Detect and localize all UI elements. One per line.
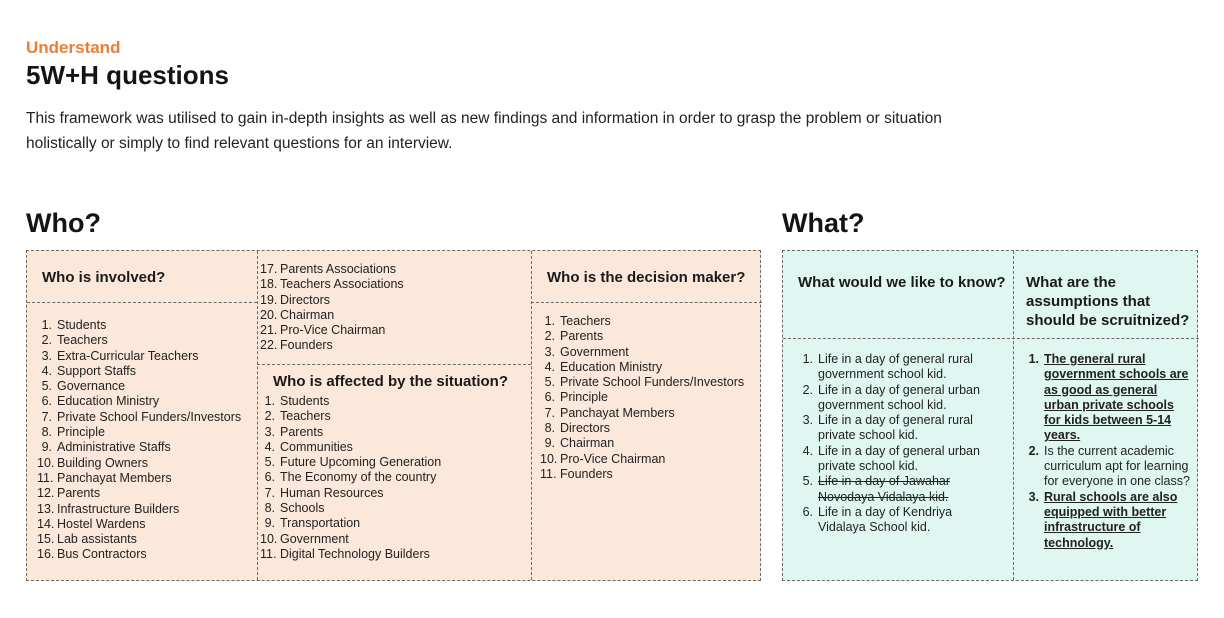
list-item <box>540 452 760 467</box>
who-decision-heading: Who is the decision maker? <box>547 269 746 286</box>
divider <box>531 302 762 303</box>
list-item-number: 2. <box>41 333 52 348</box>
list-item-text: Pro-Vice Chairman <box>560 451 666 466</box>
list-item-text: Students <box>57 318 107 332</box>
list-item-text: Parents <box>57 486 101 501</box>
list-item <box>260 486 528 501</box>
list-item-text: Parents <box>280 424 324 439</box>
list-item-text: Life in a day of general rural private school kid. <box>818 413 973 443</box>
list-item <box>798 352 1003 383</box>
section-kicker: Understand <box>26 38 121 57</box>
list-item <box>260 293 528 308</box>
list-item-text: Life in a day of Jawahar Novodaya Vidalaya kid. <box>818 474 951 504</box>
list-item <box>260 277 528 292</box>
list-item-text: Life in a day of general urban private school kid. <box>818 443 980 474</box>
list-item-text: Students <box>280 394 330 408</box>
list-item-text: Teachers <box>280 409 331 424</box>
what-panel <box>782 250 1198 581</box>
list-item-number: 8. <box>264 501 275 516</box>
list-item <box>37 318 257 333</box>
list-item-number: 1. <box>1028 352 1039 366</box>
list-item-number: 7. <box>544 405 555 420</box>
list-item-text: Directors <box>280 292 331 307</box>
list-item-text: Principle <box>560 390 608 405</box>
list-item <box>798 505 1003 536</box>
list-item <box>798 383 1003 414</box>
list-item-text: Directors <box>560 421 611 436</box>
list-item <box>540 436 760 451</box>
list-item-number: 6. <box>802 504 813 519</box>
list-item-number: 9. <box>41 440 52 455</box>
list-item-number: 2. <box>1028 443 1039 458</box>
list-item-number: 9. <box>544 436 555 451</box>
list-item-text: Teachers <box>560 314 611 328</box>
list-item <box>260 425 528 440</box>
list-item-number: 12. <box>37 486 55 501</box>
list-item-number: 1. <box>41 318 52 332</box>
list-item <box>540 421 760 436</box>
list-item-number: 4. <box>264 439 275 454</box>
who-involved-list-continued <box>260 262 528 354</box>
list-item-text: Rural schools are also equipped with better infrastructure of technology. <box>1044 489 1178 550</box>
list-item-number: 22. <box>260 338 278 353</box>
list-item-text: Building Owners <box>57 455 149 470</box>
list-item <box>798 474 1003 505</box>
list-item-text: Support Staffs <box>57 363 136 378</box>
list-item-number: 11. <box>540 466 557 481</box>
list-item-number: 13. <box>37 501 55 516</box>
list-item-text: Founders <box>280 338 333 353</box>
list-item-text: Teachers Associations <box>280 277 404 292</box>
list-item-text: Transportation <box>280 516 361 531</box>
list-item-text: Pro-Vice Chairman <box>280 323 386 338</box>
who-section-title: Who? <box>26 208 101 238</box>
list-item-text: Lab assistants <box>57 532 137 547</box>
page-title: 5W+H questions <box>26 60 229 90</box>
list-item <box>260 323 528 338</box>
list-item-text: Government <box>280 531 349 546</box>
column-divider <box>531 251 532 580</box>
list-item-number: 15. <box>37 532 55 547</box>
list-item-text: Digital Technology Builders <box>280 546 430 561</box>
list-item <box>260 394 528 409</box>
list-item <box>37 440 257 455</box>
who-affected-list <box>260 394 528 562</box>
list-item-text: Chairman <box>280 307 335 322</box>
list-item-number: 7. <box>264 485 275 500</box>
list-item <box>37 532 257 547</box>
list-item-number: 2. <box>802 382 813 397</box>
list-item <box>260 516 528 531</box>
list-item <box>540 390 760 405</box>
list-item-number: 11. <box>260 546 277 561</box>
list-item-text: Life in a day of general rural government school kid. <box>818 352 973 382</box>
list-item-number: 5. <box>264 455 275 470</box>
list-item <box>37 547 257 562</box>
divider <box>783 338 1199 339</box>
divider <box>27 302 257 303</box>
column-divider <box>1013 251 1014 580</box>
list-item <box>260 470 528 485</box>
list-item-text: The general rural government schools are as good as general urban private schools for kids between 5-14 years. <box>1044 352 1189 443</box>
list-item <box>540 314 760 329</box>
list-item-text: Extra-Curricular Teachers <box>57 348 199 363</box>
list-item <box>540 360 760 375</box>
list-item-number: 4. <box>802 443 813 458</box>
what-assumptions-list <box>1024 352 1194 551</box>
list-item <box>540 467 760 482</box>
divider <box>257 364 531 365</box>
list-item-text: Principle <box>57 425 105 440</box>
list-item <box>540 406 760 421</box>
list-item-text: Human Resources <box>280 485 384 500</box>
list-item-number: 6. <box>264 470 275 485</box>
list-item <box>37 394 257 409</box>
list-item-text: Schools <box>280 501 325 516</box>
list-item <box>260 409 528 424</box>
list-item-number: 21. <box>260 323 278 338</box>
list-item-number: 7. <box>41 409 52 424</box>
list-item-text: Education Ministry <box>560 359 663 374</box>
list-item-text: Life in a day of general urban government school kid. <box>818 382 980 412</box>
list-item <box>260 532 528 547</box>
list-item <box>260 262 528 277</box>
list-item-text: Infrastructure Builders <box>57 501 180 516</box>
list-item-number: 9. <box>264 516 275 531</box>
list-item <box>37 456 257 471</box>
list-item-number: 14. <box>37 516 55 531</box>
list-item-number: 8. <box>41 425 52 440</box>
list-item-number: 10. <box>540 451 558 466</box>
what-know-list <box>798 352 1003 536</box>
list-item <box>37 471 257 486</box>
list-item-number: 3. <box>802 413 813 428</box>
list-item <box>1024 490 1194 551</box>
intro-paragraph: This framework was utilised to gain in-depth insights as well as new findings and information in order to grasp the problem or situation holistically or simply to find relevant questions for an interview. <box>26 110 942 152</box>
list-item <box>260 308 528 323</box>
list-item <box>1024 352 1194 444</box>
list-item <box>260 501 528 516</box>
list-item <box>1024 444 1194 490</box>
list-item <box>260 455 528 470</box>
list-item-number: 6. <box>544 390 555 405</box>
list-item-number: 4. <box>544 359 555 374</box>
who-panel <box>26 250 761 581</box>
list-item-number: 19. <box>260 292 278 307</box>
list-item-number: 5. <box>802 474 813 489</box>
list-item-number: 5. <box>544 375 555 390</box>
list-item-number: 18. <box>260 277 278 292</box>
list-item-text: Teachers <box>57 333 108 348</box>
list-item <box>37 333 257 348</box>
what-section-title: What? <box>782 208 865 238</box>
list-item-number: 3. <box>264 424 275 439</box>
list-item-number: 5. <box>41 379 52 394</box>
list-item-number: 20. <box>260 307 278 322</box>
list-item-text: Life in a day of Kendriya Vidalaya School kid. <box>818 504 953 535</box>
list-item-number: 6. <box>41 394 52 409</box>
list-item <box>37 379 257 394</box>
list-item-text: Hostel Wardens <box>57 516 146 531</box>
list-item <box>260 338 528 353</box>
list-item-number: 3. <box>544 344 555 359</box>
list-item-text: Government <box>560 344 629 359</box>
list-item-text: Chairman <box>560 436 615 451</box>
list-item-text: Panchayat Members <box>57 470 172 485</box>
who-involved-list <box>37 318 257 563</box>
list-item-number: 8. <box>544 421 555 436</box>
list-item <box>37 364 257 379</box>
list-item-text: Panchayat Members <box>560 405 675 420</box>
list-item-text: Founders <box>560 466 613 481</box>
list-item-text: Parents <box>560 329 604 344</box>
list-item-number: 10. <box>37 455 55 470</box>
list-item-number: 2. <box>544 329 555 344</box>
list-item <box>37 410 257 425</box>
who-involved-heading: Who is involved? <box>42 269 166 286</box>
list-item-text: Private School Funders/Investors <box>57 409 242 424</box>
list-item <box>260 440 528 455</box>
list-item-text: Private School Funders/Investors <box>560 375 745 390</box>
list-item-number: 4. <box>41 363 52 378</box>
list-item-number: 3. <box>1028 489 1039 504</box>
list-item-number: 3. <box>41 348 52 363</box>
list-item-number: 1. <box>802 352 813 366</box>
who-decision-list <box>540 314 760 482</box>
list-item-text: Administrative Staffs <box>57 440 171 455</box>
list-item-text: Communities <box>280 439 353 454</box>
what-assumptions-heading: What are the assumptions that should be scruitnized? <box>1026 274 1190 329</box>
list-item-text: Is the current academic curriculum apt for learning for everyone in one class? <box>1044 443 1190 489</box>
what-know-heading: What would we like to know? <box>798 274 1006 291</box>
list-item <box>37 486 257 501</box>
list-item-text: Bus Contractors <box>57 547 147 562</box>
list-item <box>540 345 760 360</box>
list-item <box>37 425 257 440</box>
list-item-number: 1. <box>264 394 275 408</box>
list-item-number: 16. <box>37 547 55 562</box>
list-item <box>37 349 257 364</box>
list-item-text: Governance <box>57 379 126 394</box>
list-item-number: 10. <box>260 531 278 546</box>
list-item-text: Education Ministry <box>57 394 160 409</box>
list-item-number: 1. <box>544 314 555 328</box>
list-item <box>540 329 760 344</box>
list-item <box>37 502 257 517</box>
list-item-text: Future Upcoming Generation <box>280 455 442 470</box>
list-item-number: 17. <box>260 262 278 276</box>
list-item-number: 11. <box>37 470 54 485</box>
who-affected-heading: Who is affected by the situation? <box>273 373 509 390</box>
list-item <box>540 375 760 390</box>
list-item-text: The Economy of the country <box>280 470 437 485</box>
list-item <box>798 444 1003 475</box>
list-item-number: 2. <box>264 409 275 424</box>
column-divider <box>257 251 258 580</box>
list-item <box>37 517 257 532</box>
list-item-text: Parents Associations <box>280 262 397 276</box>
list-item <box>260 547 528 562</box>
list-item <box>798 413 1003 444</box>
